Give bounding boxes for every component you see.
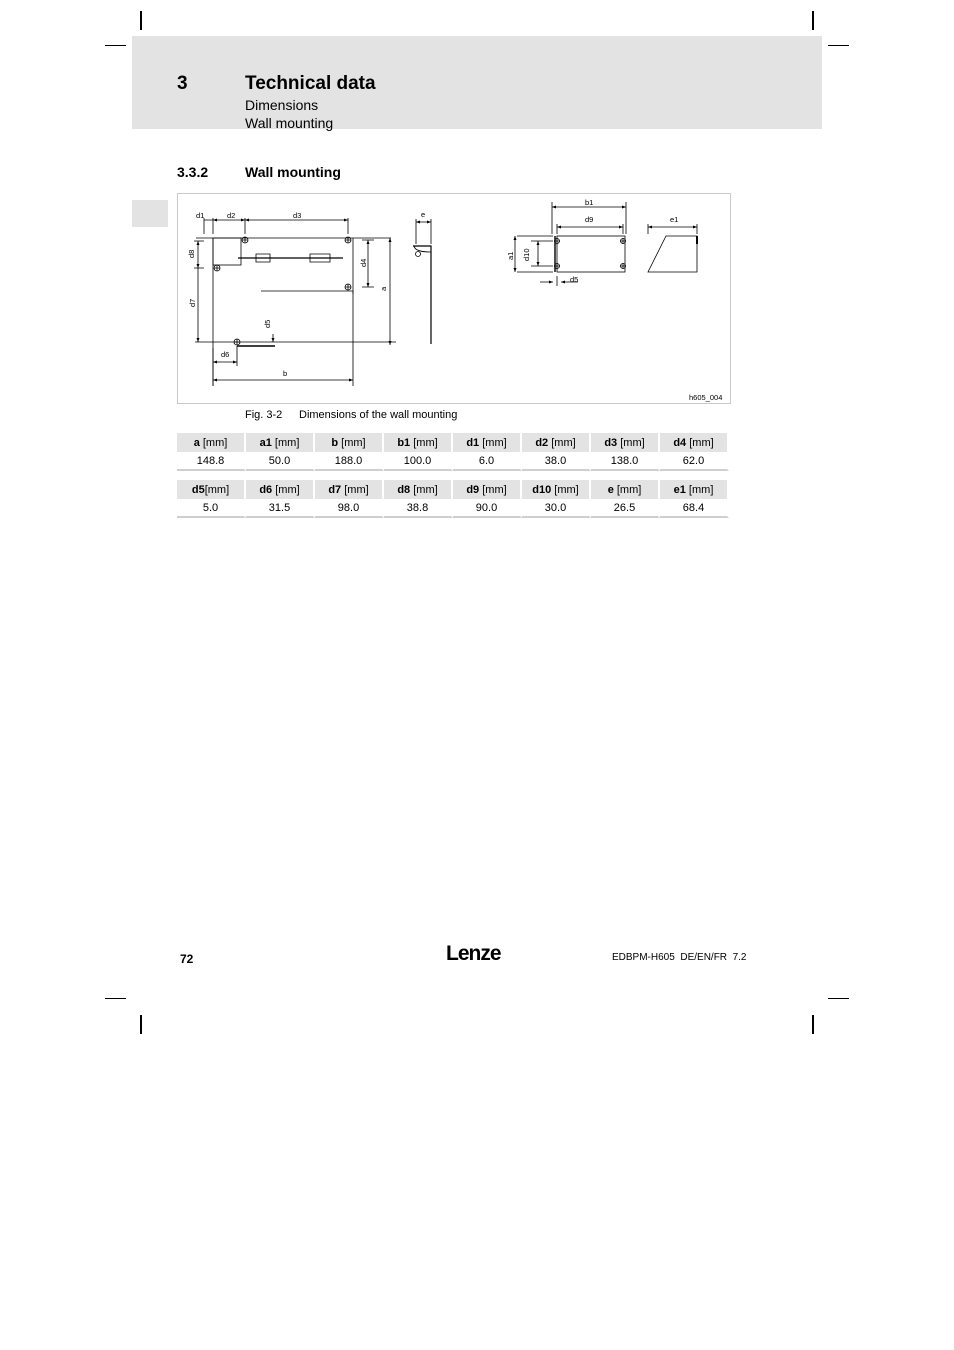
table-cell: 6.0 (453, 452, 522, 471)
table-header-cell: d9 [mm] (453, 480, 522, 499)
header-subtitle-wall-mounting: Wall mounting (245, 115, 334, 131)
dimension-drawing (178, 194, 730, 403)
table-header-cell: d2 [mm] (522, 433, 591, 452)
label-a: a (379, 286, 388, 291)
crop-mark (105, 45, 126, 46)
table-header-cell: a [mm] (177, 433, 246, 452)
label-b1: b1 (585, 198, 594, 207)
table-header-cell: e1 [mm] (660, 480, 729, 499)
lenze-logo: Lenze (446, 942, 501, 965)
table-header-cell: a1 [mm] (246, 433, 315, 452)
table-header-cell: d8 [mm] (384, 480, 453, 499)
crop-mark (812, 11, 814, 30)
document-id: EDBPM-H605 DE/EN/FR 7.2 (612, 952, 747, 963)
chapter-number: 3 (177, 73, 188, 94)
table-cell: 148.8 (177, 452, 246, 471)
label-d5-detail: d5 (570, 275, 579, 284)
label-e1: e1 (670, 215, 679, 224)
label-d4: d4 (359, 258, 368, 267)
table-cell: 31.5 (246, 499, 315, 518)
label-b: b (283, 369, 288, 378)
table-header-cell: e [mm] (591, 480, 660, 499)
table-cell: 38.0 (522, 452, 591, 471)
crop-mark (828, 45, 849, 46)
label-a1: a1 (506, 251, 515, 260)
table-cell: 188.0 (315, 452, 384, 471)
label-d2: d2 (227, 211, 236, 220)
section-title: Wall mounting (245, 164, 341, 180)
table-header-cell: d3 [mm] (591, 433, 660, 452)
section-number: 3.3.2 (177, 164, 209, 180)
table-cell: 138.0 (591, 452, 660, 471)
table-cell: 100.0 (384, 452, 453, 471)
crop-mark (140, 1015, 142, 1034)
header-band (132, 36, 822, 129)
label-d3: d3 (293, 211, 302, 220)
crop-mark (828, 998, 849, 999)
table-header-cell: d1 [mm] (453, 433, 522, 452)
label-d8: d8 (187, 249, 196, 258)
table-cell: 50.0 (246, 452, 315, 471)
table-header-cell: d5[mm] (177, 480, 246, 499)
table-cell: 98.0 (315, 499, 384, 518)
dimensions-table-1 (177, 433, 729, 471)
figure-caption-number: Fig. 3-2 (245, 409, 283, 421)
label-d1: d1 (196, 211, 205, 220)
table-header-cell: b1 [mm] (384, 433, 453, 452)
table-cell: 90.0 (453, 499, 522, 518)
table-cell: 5.0 (177, 499, 246, 518)
table-header-cell: d7 [mm] (315, 480, 384, 499)
table-cell: 62.0 (660, 452, 729, 471)
page-number: 72 (180, 952, 194, 966)
table-cell: 38.8 (384, 499, 453, 518)
chapter-title: Technical data (245, 73, 376, 94)
crop-mark (140, 11, 142, 30)
label-d6: d6 (221, 350, 230, 359)
table-header-cell: d4 [mm] (660, 433, 729, 452)
dimensions-table-2 (177, 480, 729, 518)
crop-mark (105, 998, 126, 999)
table-header-row (177, 433, 729, 452)
table-row (177, 452, 729, 471)
figure-ref-code: h605_004 (689, 393, 723, 402)
label-d10: d10 (522, 248, 531, 261)
table-row (177, 499, 729, 518)
table-header-cell: b [mm] (315, 433, 384, 452)
table-cell: 68.4 (660, 499, 729, 518)
crop-mark (812, 1015, 814, 1034)
table-header-cell: d6 [mm] (246, 480, 315, 499)
table-cell: 30.0 (522, 499, 591, 518)
figure-caption-text: Dimensions of the wall mounting (299, 409, 458, 421)
table-header-cell: d10 [mm] (522, 480, 591, 499)
label-d7: d7 (188, 298, 197, 307)
label-d5: d5 (263, 319, 272, 328)
table-header-row (177, 480, 729, 499)
table-cell: 26.5 (591, 499, 660, 518)
chapter-tab-marker (132, 200, 168, 227)
label-e: e (421, 210, 426, 219)
label-d9: d9 (585, 215, 594, 224)
header-subtitle-dimensions: Dimensions (245, 97, 319, 113)
